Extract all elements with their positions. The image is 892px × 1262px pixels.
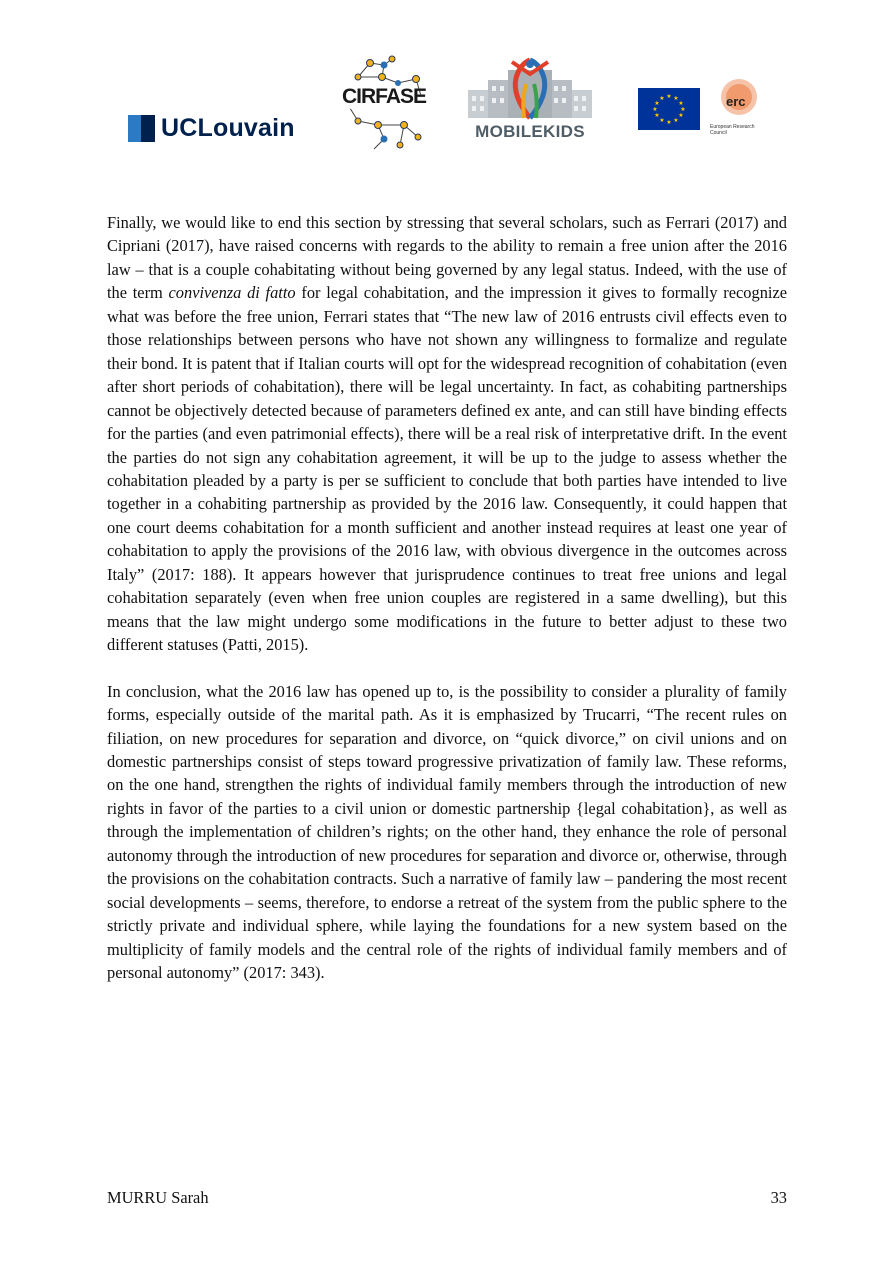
svg-text:★: ★ <box>666 93 672 100</box>
paragraph: In conclusion, what the 2016 law has opened up to, is the possibility to consider a plurality of family forms, especially outside of the marital path. As it is emphasized by Trucarri, “The recent rules on filiation, on new procedures for separation and divorce, on “quick divorce,” on civil unions and on domestic partnerships consist of steps toward progressive privatization of family law. These reforms, on the one hand, strengthen the rights of individual family members through the introduction of new rights in favor of the parties to a civil union or domestic partnership {legal cohabitation}, as well as through the implementation of children’s rights; on the other hand, they enhance the role of personal autonomy through the introduction of new procedures for separation and divorce or, otherwise, through the provisions on the cohabitation contracts. Such a narrative of family law – pandering the most recent social developments – seems, therefore, to endorse a retreat of the system from the public sphere to the strictly private and individual sphere, while laying the foundations for a new system based on the multiplicity of family models and the central role of the rights of individual family members and of personal autonomy” (2017: 343). <box>107 681 787 983</box>
svg-text:★: ★ <box>666 119 672 126</box>
svg-text:★: ★ <box>652 106 658 113</box>
uclouvain-wordmark: UCLouvain <box>161 113 295 142</box>
italic-term: convivenza di fatto <box>168 283 296 303</box>
svg-text:★: ★ <box>659 117 665 124</box>
footer-author: MURRU Sarah <box>107 1188 209 1207</box>
svg-text:★: ★ <box>673 95 679 102</box>
mobilekids-buildings-icon <box>460 56 600 122</box>
svg-text:★: ★ <box>678 112 684 119</box>
svg-text:★: ★ <box>659 95 665 102</box>
mobilekids-logo <box>460 56 600 148</box>
uclouvain-logo <box>128 112 313 144</box>
svg-text:★: ★ <box>678 100 684 107</box>
erc-logo <box>704 72 774 138</box>
erc-caption: European Research Council <box>710 124 755 136</box>
uclouvain-mark-icon <box>128 115 155 142</box>
cirfase-wordmark: CIRFASE <box>341 85 426 108</box>
eu-flag-icon <box>638 88 700 130</box>
paragraph-text: for legal cohabitation, and the impression it gives to formally recognize what was before the free union, Ferrari states that “The new law of 2016 entrusts civil effects even to those relationships between persons who have not shown any willingness to formalize and regulate their bond. It is patent that if Italian courts will opt for the widespread recognition of cohabitation (even after short periods of cohabitation), there will be legal uncertainty. In fact, as cohabiting partnerships cannot be objectively detected because of parameters defined ex ante, and can still have binding effects for the parties (and even patrimonial effects), there will be a real risk of interpretative drift. In the event the parties do not sign any cohabitation agreement, it will be up to the judge to assess whether the cohabitation pleaded by a party is per se sufficient to conclude that both parties have intended to live together in a cohabiting partnership as provided by the 2016 law. Consequently, it could happen that one court deems cohabitation for a month sufficient and another instead requires at least one year of cohabitation to apply the provisions of the 2016 law, with obvious divergence in the outcomes across Italy” (2017: 188). It appears however that jurisprudence continues to treat free unions and legal cohabitation separately (even when free union couples are registered in a same dwelling), but this means that the law might undergo some modifications in the future to better adjust to these two different statuses (Patti, 2015). <box>107 283 788 655</box>
mobilekids-wordmark: MOBILEKIDS <box>475 122 585 141</box>
document-body <box>107 211 787 985</box>
header-logos <box>0 0 892 170</box>
cirfase-logo <box>338 55 430 151</box>
page-number: 33 <box>770 1188 787 1207</box>
svg-text:★: ★ <box>673 117 679 124</box>
page-footer <box>107 1188 787 1210</box>
svg-text:★: ★ <box>680 106 686 113</box>
svg-text:★: ★ <box>654 100 660 107</box>
paragraph <box>107 211 787 657</box>
svg-text:★: ★ <box>654 112 660 119</box>
paragraph-text: Finally, we would like to end this section by stressing that several scholars, such as Ferrari (2017) and Cipriani (2017), have raised concerns with regards to the ability to remain a free union after the 2016 law – that is a couple cohabitating without being governed by any legal status. Indeed, with the use of the term <box>107 213 787 303</box>
erc-wordmark: erc <box>726 94 746 109</box>
